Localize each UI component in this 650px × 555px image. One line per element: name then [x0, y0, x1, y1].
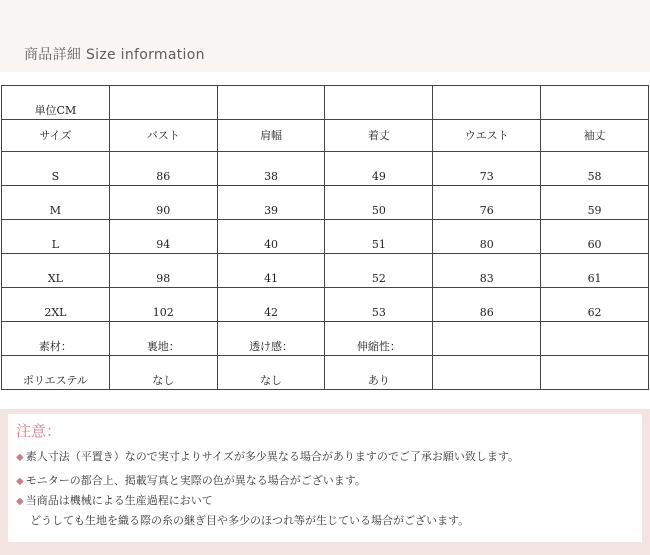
- header-cell: 肩幅: [217, 120, 325, 152]
- notes-box: [8, 414, 642, 542]
- header-cell: ウエスト: [433, 120, 541, 152]
- value-cell: 40: [217, 220, 325, 254]
- value-cell: 41: [217, 254, 325, 288]
- table-row: [2, 220, 649, 254]
- value-cell: 98: [109, 254, 217, 288]
- table-row: [2, 186, 649, 220]
- diamond-bullet-icon: ◆: [16, 452, 24, 463]
- empty-cell: [109, 86, 217, 120]
- value-cell: 90: [109, 186, 217, 220]
- stretch-label: 伸縮性：: [325, 322, 433, 356]
- value-cell: 60: [541, 220, 649, 254]
- note-item: [16, 474, 366, 489]
- value-cell: 73: [433, 152, 541, 186]
- header-cell: 着丈: [325, 120, 433, 152]
- diamond-bullet-icon: ◆: [16, 476, 24, 487]
- value-cell: 102: [109, 288, 217, 322]
- value-cell: 38: [217, 152, 325, 186]
- value-cell: 86: [433, 288, 541, 322]
- table-row: [2, 254, 649, 288]
- value-cell: 50: [325, 186, 433, 220]
- value-cell: 76: [433, 186, 541, 220]
- note-continuation: どうしても生地を織る際の糸の継ぎ目や多少のほつれ等が生じている場合がございます。: [30, 514, 470, 527]
- value-cell: 61: [541, 254, 649, 288]
- material-label-row: [2, 322, 649, 356]
- material-label: 素材：: [2, 322, 110, 356]
- note-text: モニターの都合上、掲載写真と実際の色が異なる場合がございます。: [25, 474, 366, 487]
- stretch-value: あり: [325, 356, 433, 390]
- value-cell: 52: [325, 254, 433, 288]
- note-item: [16, 494, 213, 509]
- diamond-bullet-icon: ◆: [16, 496, 24, 507]
- size-cell: M: [2, 186, 110, 220]
- header-cell: バスト: [109, 120, 217, 152]
- table-row: [2, 152, 649, 186]
- lining-value: なし: [109, 356, 217, 390]
- size-cell: 2XL: [2, 288, 110, 322]
- lining-label: 裏地：: [109, 322, 217, 356]
- note-text: 当商品は機械による生産過程において: [25, 494, 213, 507]
- empty-cell: [433, 322, 541, 356]
- value-cell: 51: [325, 220, 433, 254]
- header-row: [2, 120, 649, 152]
- sheerness-value: なし: [217, 356, 325, 390]
- value-cell: 62: [541, 288, 649, 322]
- notes-title: 注意：: [16, 422, 62, 440]
- sheerness-label: 透け感：: [217, 322, 325, 356]
- value-cell: 83: [433, 254, 541, 288]
- value-cell: 39: [217, 186, 325, 220]
- table-row: [2, 288, 649, 322]
- value-cell: 86: [109, 152, 217, 186]
- value-cell: 49: [325, 152, 433, 186]
- size-cell: S: [2, 152, 110, 186]
- size-cell: XL: [2, 254, 110, 288]
- notes-panel: [0, 409, 650, 555]
- empty-cell: [541, 86, 649, 120]
- unit-row: [2, 86, 649, 120]
- unit-label: 単位CM: [2, 86, 110, 120]
- empty-cell: [433, 86, 541, 120]
- value-cell: 42: [217, 288, 325, 322]
- header-cell: サイズ: [2, 120, 110, 152]
- value-cell: 94: [109, 220, 217, 254]
- value-cell: 53: [325, 288, 433, 322]
- material-value-row: [2, 356, 649, 390]
- empty-cell: [433, 356, 541, 390]
- section-title: 商品詳細 Size information: [24, 47, 205, 63]
- size-table: [1, 85, 649, 390]
- material-value: ポリエステル: [2, 356, 110, 390]
- value-cell: 80: [433, 220, 541, 254]
- value-cell: 58: [541, 152, 649, 186]
- empty-cell: [217, 86, 325, 120]
- note-text: 素人寸法（平置き）なので実寸よりサイズが多少異なる場合がありますのでご了承お願い致します。: [25, 450, 519, 463]
- empty-cell: [541, 356, 649, 390]
- empty-cell: [541, 322, 649, 356]
- empty-cell: [325, 86, 433, 120]
- header-cell: 袖丈: [541, 120, 649, 152]
- value-cell: 59: [541, 186, 649, 220]
- size-cell: L: [2, 220, 110, 254]
- note-item: [16, 450, 519, 465]
